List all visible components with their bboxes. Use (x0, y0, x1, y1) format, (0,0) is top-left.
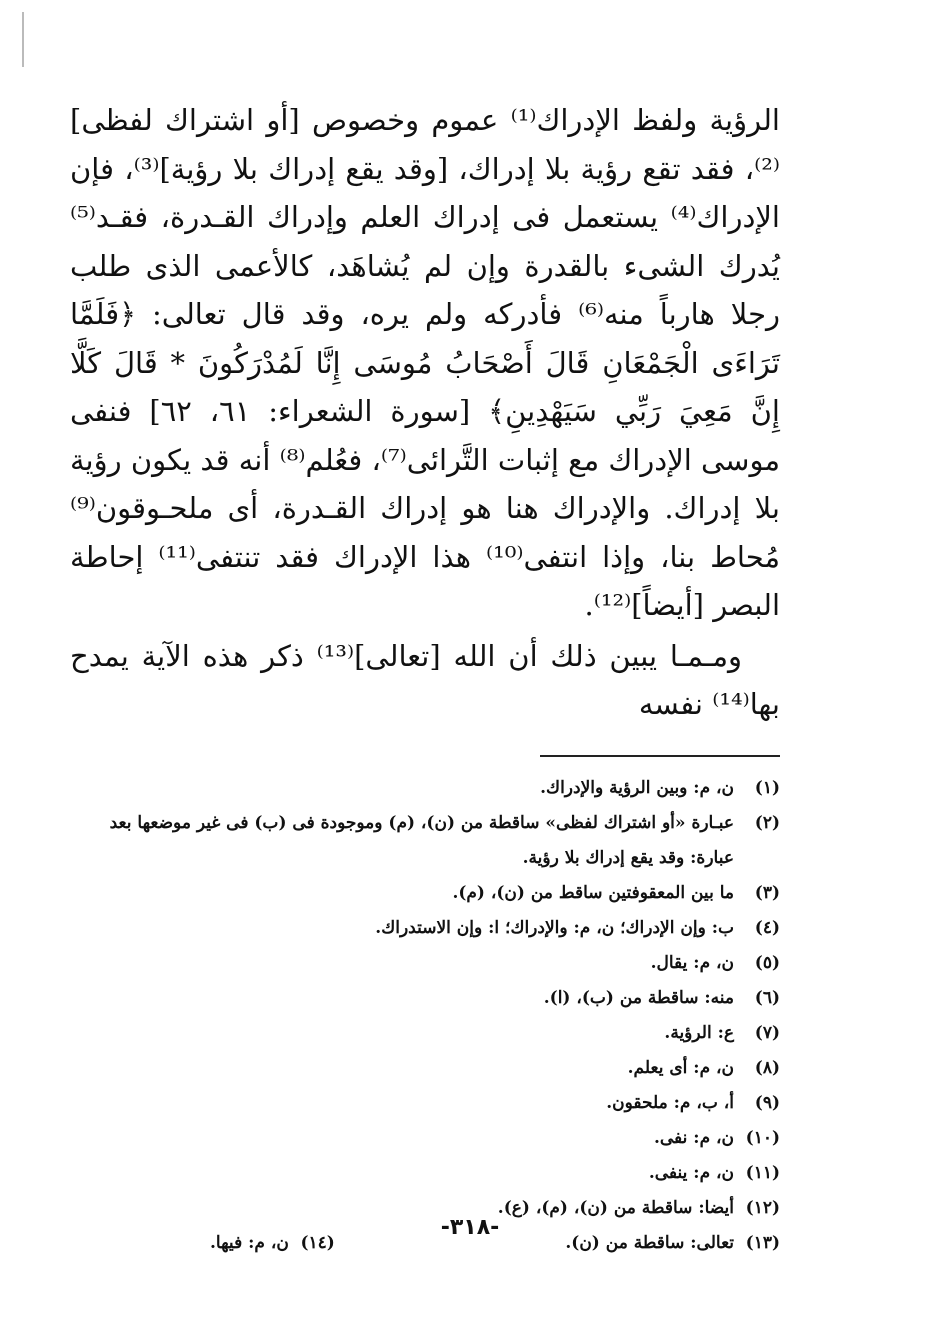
footnotes (70, 771, 780, 1261)
footnote-number: (١٠) (745, 1127, 780, 1148)
footnote-8 (70, 1051, 780, 1086)
footnote-text: عبارة: وقد يقع إدراك بلا رؤية. (522, 847, 734, 868)
footnote-text: ن، م: وبين الرؤية والإدراك. (540, 777, 734, 798)
footnote-2-continuation (70, 841, 780, 876)
paragraph-2: ومـمـا يبين ذلك أن الله [تعالى]⁽¹³⁾ ذكر هذه الآية يمدح بها⁽¹⁴⁾ نفسه (70, 638, 780, 721)
footnote-number: (٥) (754, 952, 780, 973)
scan-edge-mark (22, 12, 24, 67)
footnote-number: (٢) (754, 812, 780, 833)
footnote-number: (١٣) (745, 1232, 780, 1253)
footnote-number: (٩) (754, 1092, 780, 1113)
footnote-text: ب: وإن الإدراك؛ ن، م: والإدراك؛ ا: وإن الاستدراك. (375, 917, 734, 938)
footnote-3 (70, 876, 780, 911)
footnote-number: (٦) (754, 987, 780, 1008)
footnote-number: (٣) (754, 882, 780, 903)
footnote-11 (70, 1156, 780, 1191)
footnote-10 (70, 1121, 780, 1156)
footnote-2 (70, 806, 780, 841)
footnote-7 (70, 1016, 780, 1051)
footnote-9 (70, 1086, 780, 1121)
footnote-text: ن، م: ينفى. (648, 1162, 734, 1183)
footnote-text: ع: الرؤية. (664, 1022, 734, 1043)
footnote-6 (70, 981, 780, 1016)
footnote-separator (540, 755, 780, 757)
footnote-text: ن، م: أى يعلم. (627, 1057, 734, 1078)
footnote-4 (70, 911, 780, 946)
footnote-text: أ، ب، م: ملحقون. (606, 1092, 734, 1113)
footnote-text: أيضا: ساقطة من (ن)، (م)، (ع). (497, 1197, 734, 1218)
footnote-number: (١) (754, 777, 780, 798)
footnote-number: (٧) (754, 1022, 780, 1043)
footnote-number: (١٤) (300, 1232, 335, 1253)
footnote-5 (70, 946, 780, 981)
footnote-text: منه: ساقطة من (ب)، (ا). (543, 987, 734, 1008)
page-content (70, 96, 780, 1261)
page-number: -٣١٨- (440, 1215, 500, 1240)
paragraph-1: الرؤية ولفظ الإدراك⁽¹⁾ عموم وخصوص [أو اشتراك لفظى]⁽²⁾، فقد تقع رؤية بلا إدراك، [وقد يقع إدراك بلا رؤية]⁽³⁾، فإن الإدراك⁽⁴⁾ يستعمل فى إدراك العلم وإدراك القـدرة، فقـد⁽⁵⁾ يُدرك الشىء بالقدرة وإن لم يُشاهَد، كالأعمى الذى طلب رجلا هارباً منه⁽⁶⁾ فأدركه ولم يره، وقد قال تعالى: ﴿فَلَمَّا تَرَاءَى الْجَمْعَانِ قَالَ أَصْحَابُ مُوسَى إِنَّا لَمُدْرَكُونَ * قَالَ كَلَّا إِنَّ مَعِيَ رَبِّي سَيَهْدِينِ﴾ [سورة الشعراء: ٦١، ٦٢] فنفى موسى الإدراك مع إثبات التَّرائى⁽⁷⁾، فعُلم⁽⁸⁾ أنه قد يكون رؤية بلا إدراك. والإدراك هنا هو إدراك القـدرة، أى ملحـوقون⁽⁹⁾ مُحاط بنا، وإذا انتفى⁽¹⁰⁾ هذا الإدراك فقد تنتفى⁽¹¹⁾ إحاطة البصر [أيضاً]⁽¹²⁾. (70, 103, 781, 622)
footnote-text: ن، م: نفى. (653, 1127, 734, 1148)
footnote-number: (٨) (754, 1057, 780, 1078)
footnote-1 (70, 771, 780, 806)
footnote-text: تعالى: ساقطة من (ن). (565, 1232, 734, 1253)
footnote-text: ن، م: فيها. (210, 1232, 289, 1253)
footnote-number: (٤) (754, 917, 780, 938)
footnote-text: عبـارة «أو اشتراك لفظى» ساقطة من (ن)، (م) وموجودة فى (ب) فى غير موضعها بعد (109, 812, 734, 833)
main-text (70, 96, 780, 729)
footnote-number: (١٢) (745, 1197, 780, 1218)
footnote-text: ن، م: يقال. (650, 952, 734, 973)
footnote-text: ما بين المعقوفتين ساقط من (ن)، (م). (452, 882, 734, 903)
footnote-number: (١١) (745, 1162, 780, 1183)
